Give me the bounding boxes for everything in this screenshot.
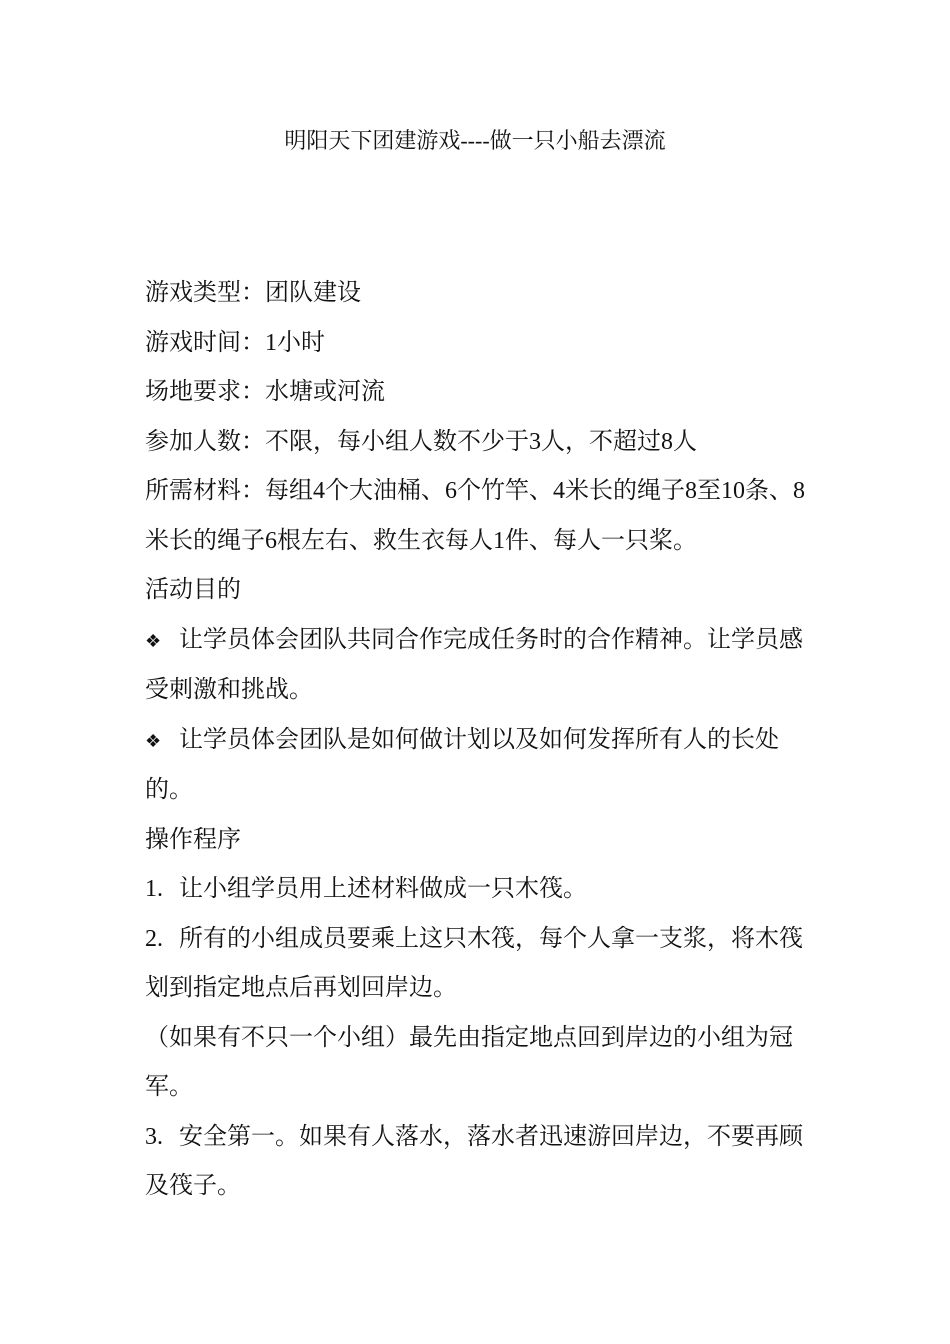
- game-type-line: 游戏类型：团队建设: [145, 280, 361, 306]
- purpose-item-text: 让学员体会团队是如何做计划以及如何发挥所有人的长处的。: [145, 726, 779, 803]
- purpose-item: [145, 616, 813, 716]
- step-text: 安全第一。如果有人落水，落水者迅速游回岸边，不要再顾及筏子。: [145, 1123, 803, 1199]
- procedure-heading: 操作程序: [145, 826, 241, 853]
- purpose-item: [145, 716, 813, 816]
- diamond-bullet-icon: ❖: [145, 630, 162, 651]
- step-text: 让小组学员用上述材料做成一只木筏。: [179, 876, 587, 902]
- players-line: 参加人数：不限，每小组人数不少于3人，不超过8人: [145, 428, 697, 455]
- document-body: [145, 269, 813, 1212]
- game-time-line: 游戏时间：1小时: [145, 329, 325, 356]
- step-text: （如果有不只一个小组）最先由指定地点回到岸边的小组为冠军。: [145, 1024, 793, 1100]
- step-number: 2.: [145, 925, 163, 952]
- procedure-step: [145, 915, 813, 1014]
- diamond-bullet-icon: ❖: [145, 730, 162, 751]
- procedure-note: [145, 1014, 813, 1113]
- step-number: 3.: [145, 1123, 163, 1150]
- document-title: 明阳天下团建游戏----做一只小船去漂流: [284, 128, 666, 153]
- purpose-heading: 活动目的: [145, 577, 241, 603]
- step-text: 所有的小组成员要乘上这只木筏，每个人拿一支浆，将木筏划到指定地点后再划回岸边。: [145, 925, 803, 1001]
- venue-line: 场地要求：水塘或河流: [145, 379, 385, 405]
- materials-line: 所需材料：每组4个大油桶、6个竹竿、4米长的绳子8至10条、8米长的绳子6根左右、救生衣每人1件、每人一只桨。: [145, 478, 805, 554]
- procedure-step: [145, 865, 813, 915]
- step-number: 1.: [145, 876, 163, 902]
- procedure-step: [145, 1113, 813, 1212]
- purpose-item-text: 让学员体会团队共同合作完成任务时的合作精神。让学员感受刺激和挑战。: [145, 626, 803, 703]
